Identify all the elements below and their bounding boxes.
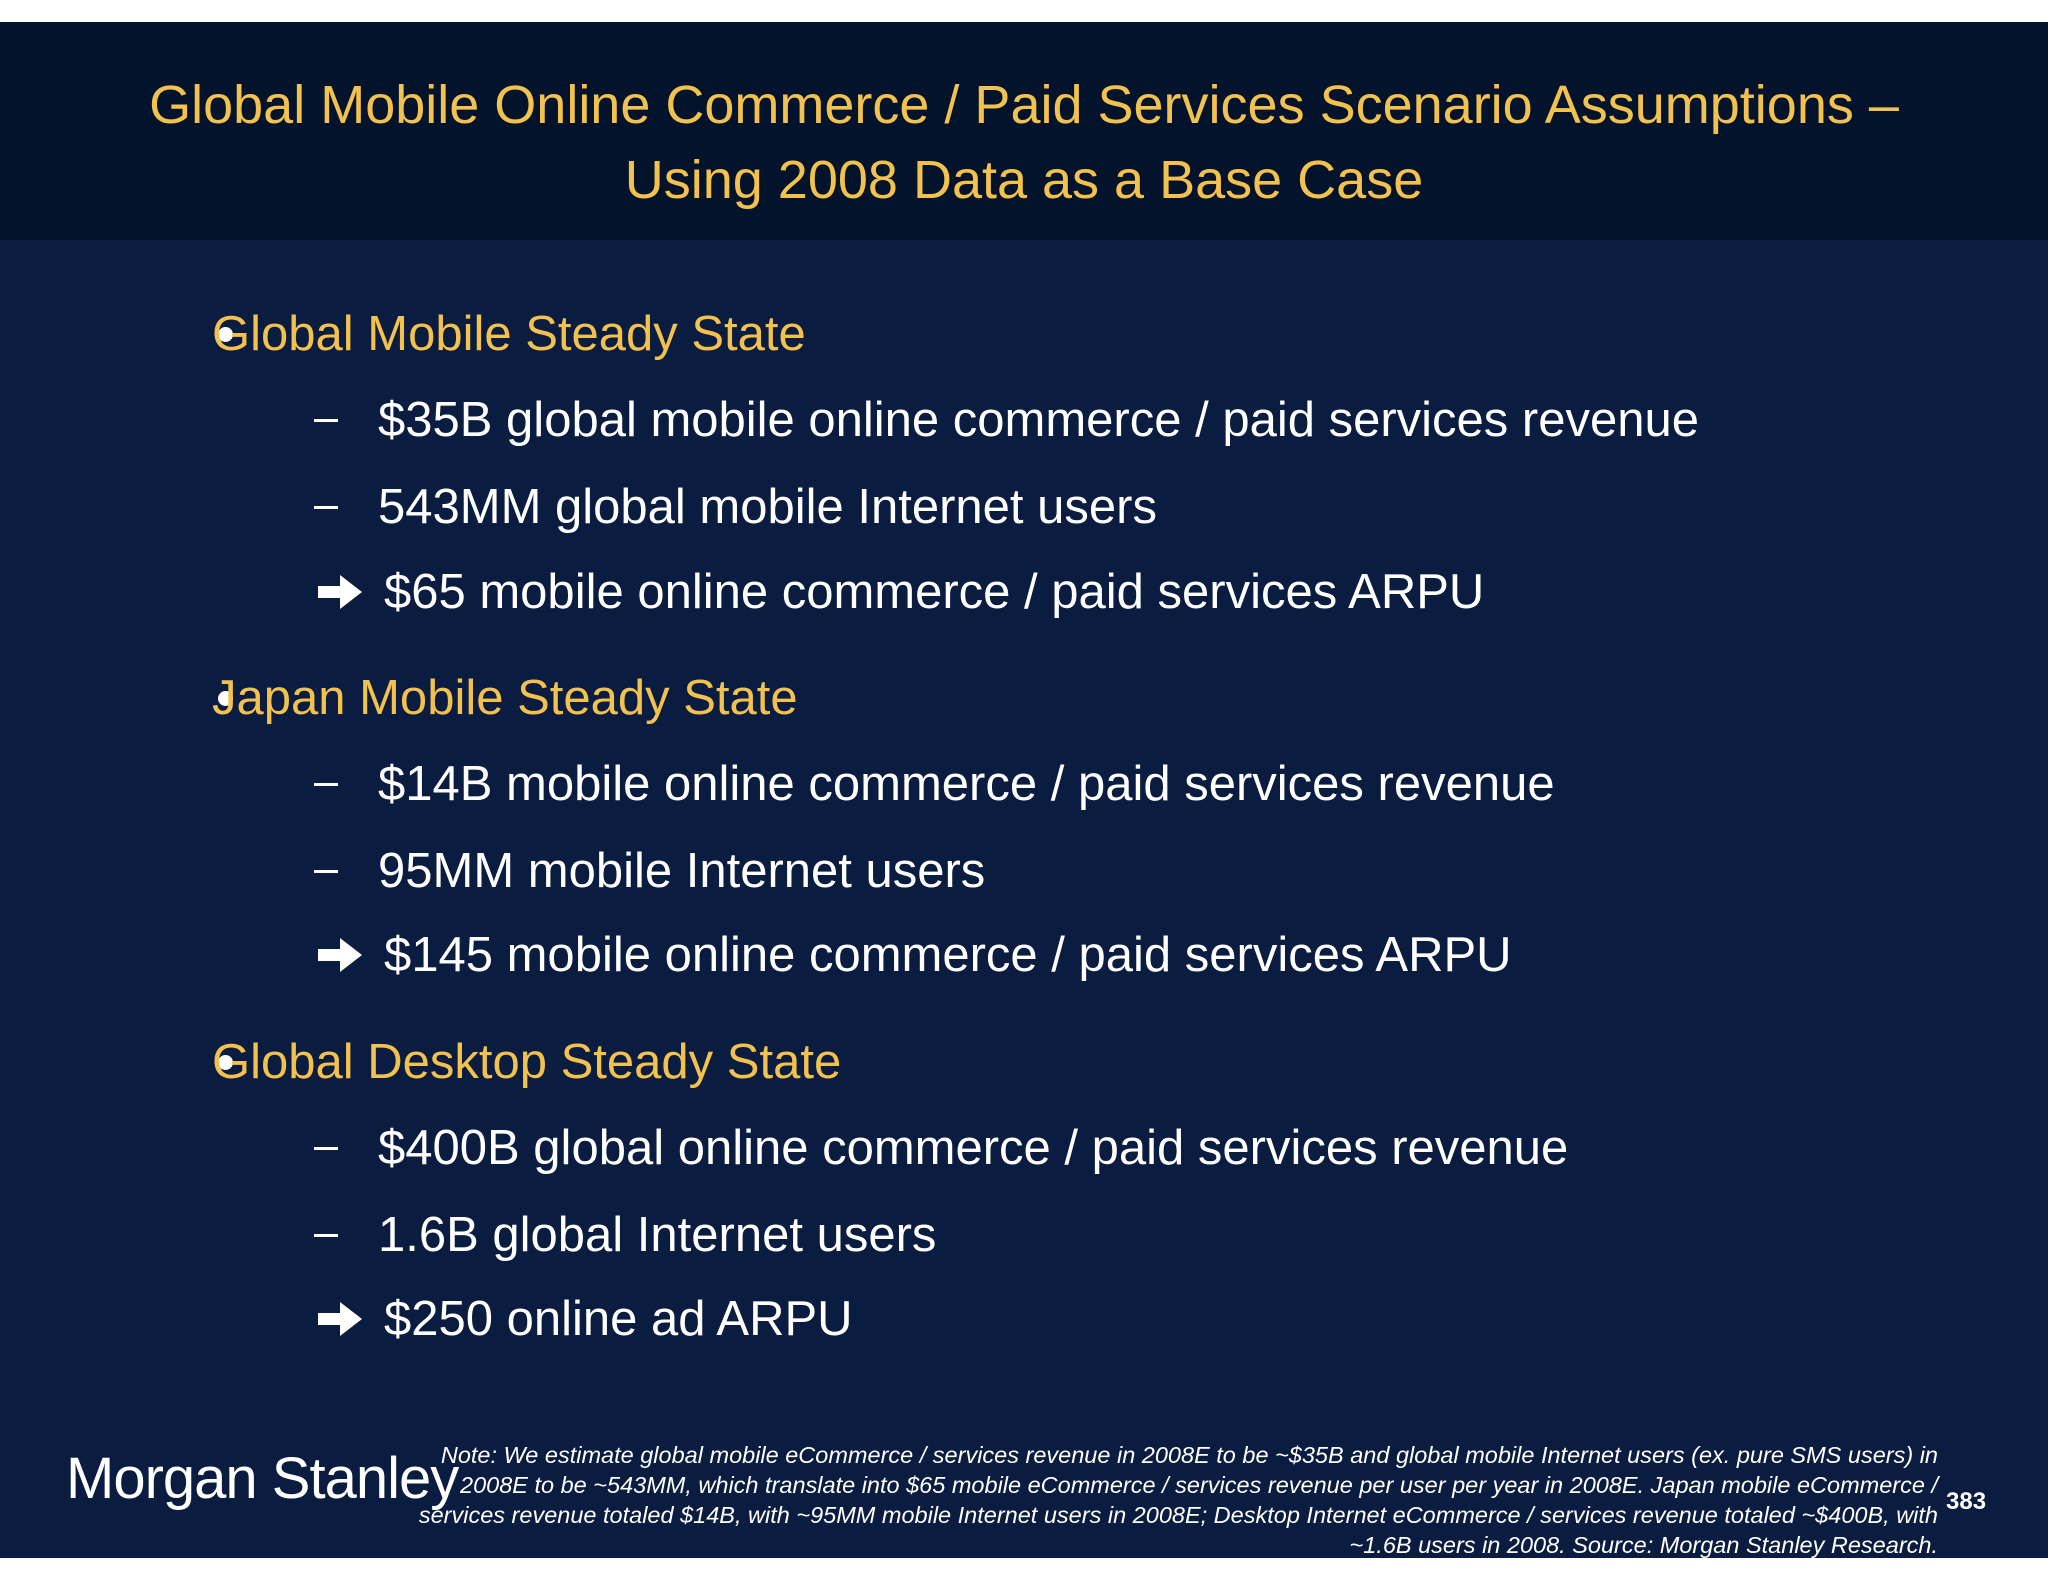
list-item-global-desktop-revenue: $400B global online commerce / paid services revenue bbox=[378, 1121, 1569, 1175]
slide bbox=[0, 22, 2048, 1558]
morgan-stanley-logo: Morgan Stanley bbox=[66, 1446, 459, 1511]
footnote: Note: We estimate global mobile eCommerce / services revenue in 2008E to be ~$35B and global mobile Internet users (ex. pure SMS users) in 2008E to be ~543MM, which translate into $65 mobile eCommerce / services revenue per user per year in 2008E. Japan mobile eCommerce / services revenue totaled $14B, with ~95MM mobile Internet users in 2008E; Desktop Internet eCommerce / services revenue totaled ~$400B, with ~1.6B users in 2008. Source: Morgan Stanley Research. bbox=[418, 1442, 1938, 1558]
right-arrow-icon bbox=[316, 572, 364, 612]
list-item-global-desktop-users: 1.6B global Internet users bbox=[378, 1208, 937, 1262]
dash-icon bbox=[314, 870, 338, 873]
slide-title bbox=[60, 68, 1988, 218]
slide-title-line-1: Global Mobile Online Commerce / Paid Services Scenario Assumptions – bbox=[149, 75, 1899, 135]
slide-title-line-2: Using 2008 Data as a Base Case bbox=[624, 150, 1424, 210]
list-item-global-mobile-users: 543MM global mobile Internet users bbox=[378, 480, 1157, 534]
right-arrow-icon bbox=[316, 1299, 364, 1339]
list-item-japan-mobile-revenue: $14B mobile online commerce / paid services revenue bbox=[378, 757, 1555, 811]
dash-icon bbox=[314, 1234, 338, 1237]
dash-icon bbox=[314, 419, 338, 422]
title-bar bbox=[0, 22, 2048, 240]
list-item-global-mobile-revenue: $35B global mobile online commerce / paid services revenue bbox=[378, 393, 1699, 447]
right-arrow-icon bbox=[316, 935, 364, 975]
page-number: 383 bbox=[1946, 1488, 1987, 1515]
list-item-global-mobile-arpu: $65 mobile online commerce / paid services ARPU bbox=[384, 565, 1485, 619]
dash-icon bbox=[314, 1147, 338, 1150]
list-item-global-desktop-arpu: $250 online ad ARPU bbox=[384, 1292, 853, 1346]
section-heading-japan-mobile: Japan Mobile Steady State bbox=[212, 671, 798, 725]
section-heading-global-mobile: Global Mobile Steady State bbox=[212, 307, 806, 361]
dash-icon bbox=[314, 783, 338, 786]
section-heading-global-desktop: Global Desktop Steady State bbox=[212, 1035, 842, 1089]
dash-icon bbox=[314, 506, 338, 509]
list-item-japan-mobile-arpu: $145 mobile online commerce / paid services ARPU bbox=[384, 928, 1512, 982]
list-item-japan-mobile-users: 95MM mobile Internet users bbox=[378, 844, 986, 898]
